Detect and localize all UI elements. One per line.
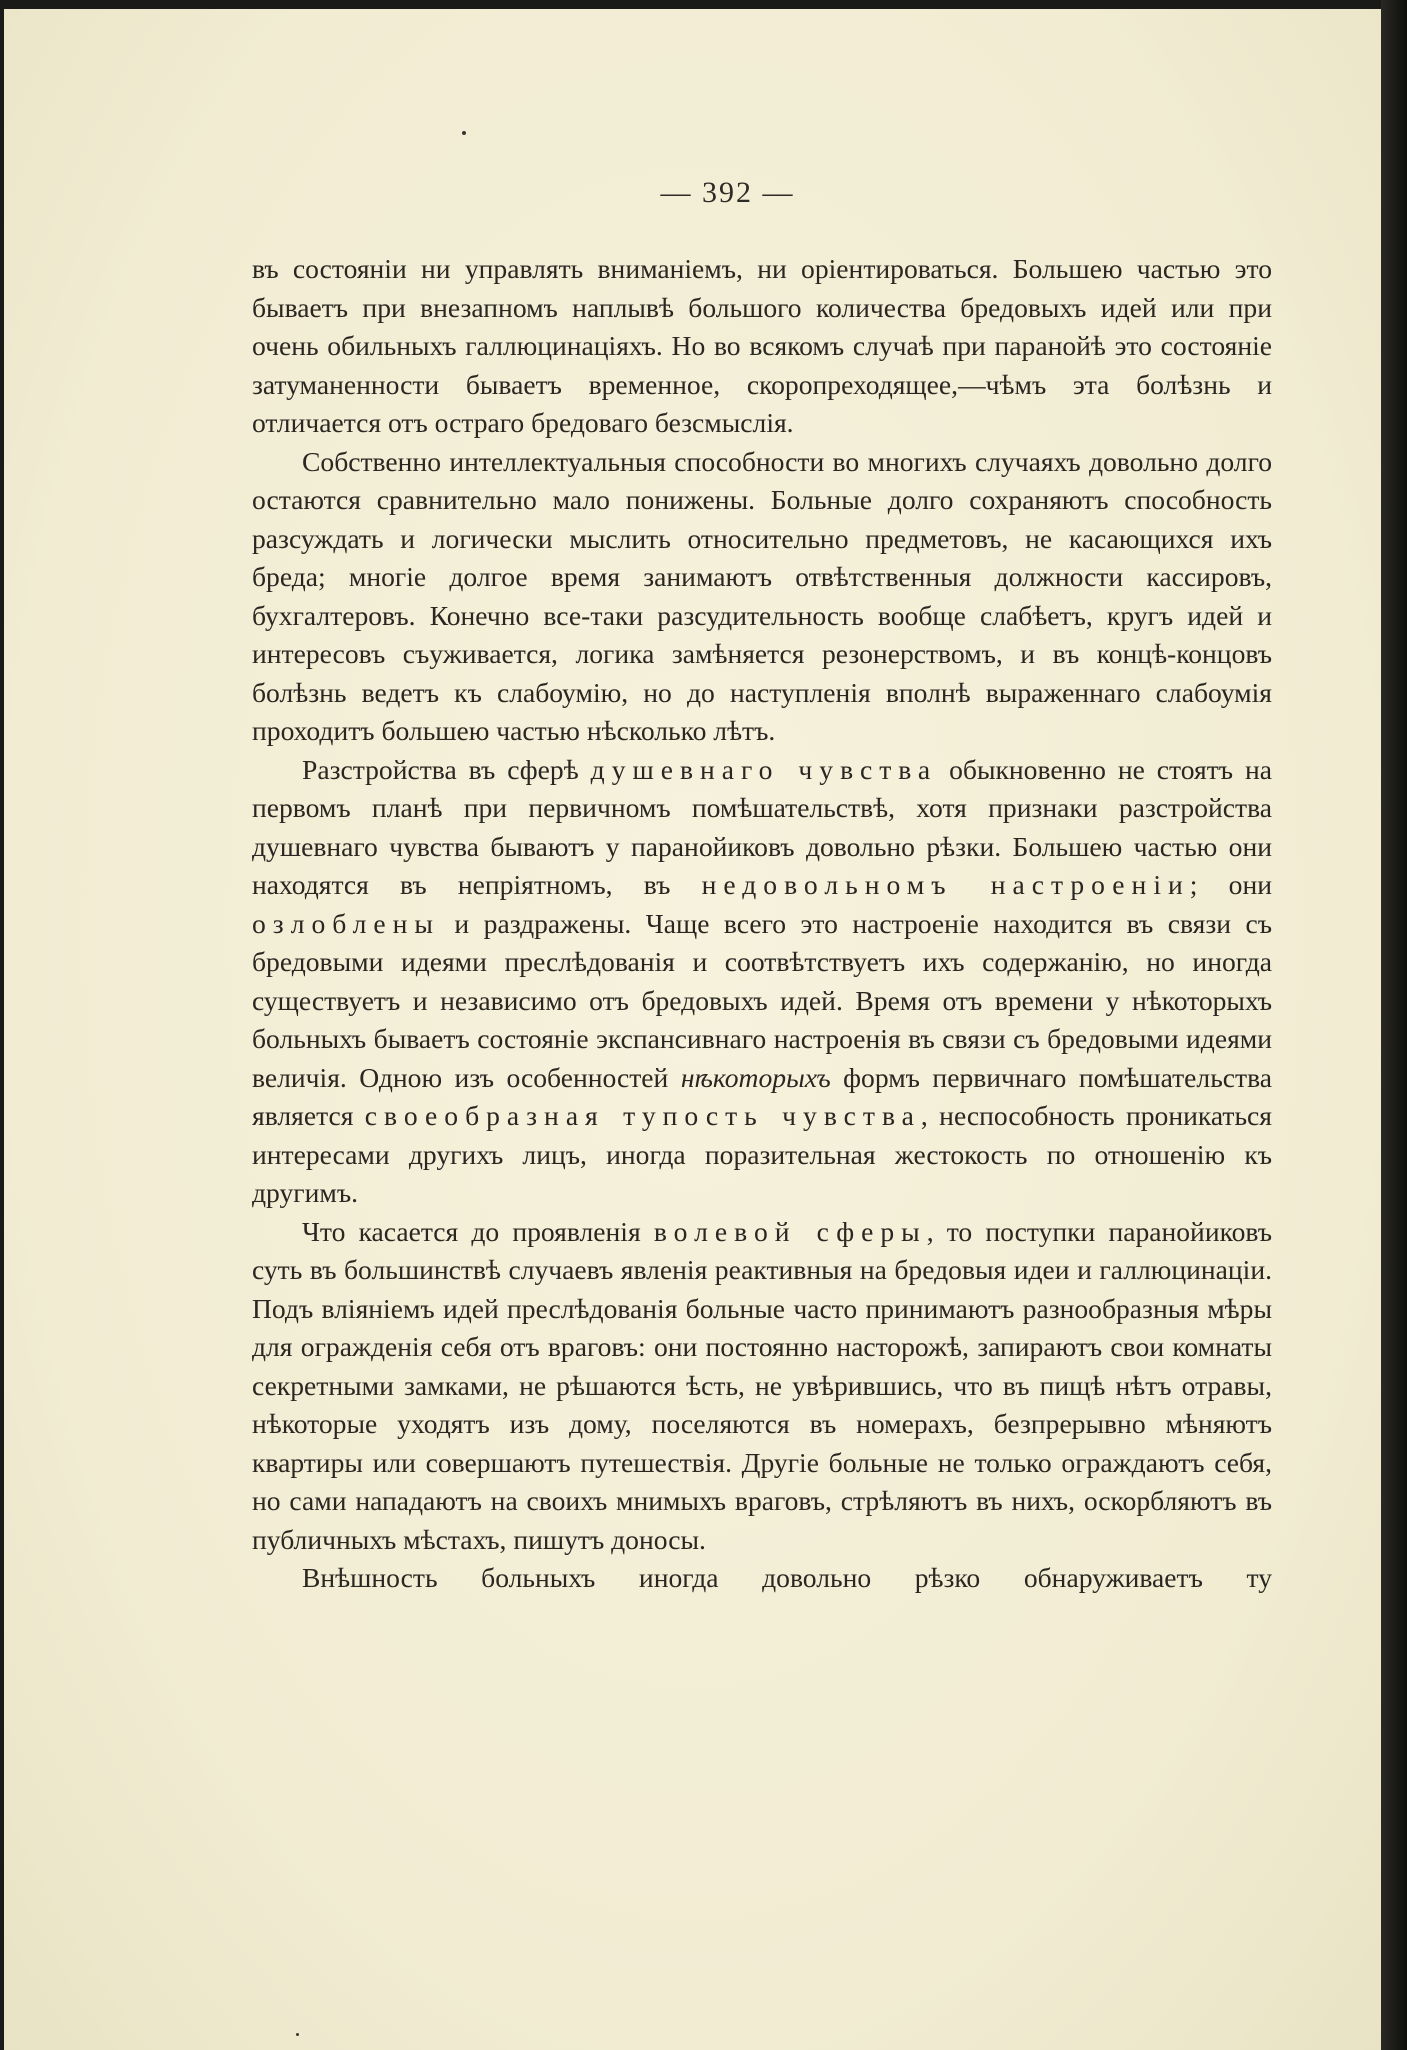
- page-binding-shadow: [1381, 0, 1407, 2050]
- text-run: , неспособность проникаться интересами другихъ лицъ, иногда поразительная жестокость по отношенію къ другимъ.: [252, 1100, 1272, 1208]
- paper-speck: [462, 131, 466, 135]
- text-run: и раздражены. Чаще всего это настроеніе находится въ связи съ бредовыми идеями преслѣдованія и соотвѣтствуетъ ихъ содержанію, но иногда существуетъ и независимо отъ бредовыхъ идей. Время отъ времени у нѣкоторыхъ больныхъ бываетъ состояніе экспансивнаго настроенія въ связи съ бредовыми идеями величія. Одною изъ особенностей: [252, 907, 1272, 1093]
- paragraph-p3: [252, 751, 1272, 1213]
- paragraph-p4: [252, 1213, 1272, 1560]
- emphasis-spaced: душевнаго чувства: [590, 753, 938, 785]
- emphasis-spaced: недовольномъ настроеніи: [701, 869, 1190, 900]
- paragraph-p1: [252, 250, 1272, 443]
- text-run: Внѣшность больныхъ иногда довольно рѣзко обнаруживаетъ ту: [302, 1562, 1272, 1593]
- paragraph-p5: [252, 1559, 1272, 1598]
- text-run: обыкновенно не стоятъ на первомъ планѣ при первичномъ помѣшательствѣ, хотя признаки разстройства душевнаго чувства бываютъ у паранойиковъ довольно рѣзки. Большею частью они находятся въ непріятномъ, въ: [252, 753, 1272, 900]
- text-run: формъ первичнаго помѣшательства является: [252, 1061, 1272, 1131]
- body-text: [252, 250, 1272, 1598]
- text-run: Что касается до проявленія: [302, 1215, 654, 1247]
- text-run: Разстройства въ сферѣ: [302, 753, 591, 785]
- emphasis-italic: нѣкоторыхъ: [680, 1061, 831, 1093]
- text-run: Собственно интеллектуальныя способности во многихъ случаяхъ довольно долго остаются сравнительно мало понижены. Больные долго сохраняютъ способность разсуждать и логически мыслить относительно предметовъ, не касающихся ихъ бреда; многіе долгое время занимаютъ отвѣтственныя должности кассировъ, бухгалтеровъ. Конечно все-таки разсудительность вообще слабѣетъ, кругъ идей и интересовъ съуживается, логика замѣняется резонерствомъ, и въ концѣ-концовъ болѣзнь ведетъ къ слабоумію, но до наступленія вполнѣ выраженнаго слабоумія проходитъ большею частью нѣсколько лѣтъ.: [252, 445, 1272, 746]
- emphasis-spaced: своеобразная тупость чувства: [364, 1100, 921, 1131]
- text-run: въ состояніи ни управлять вниманіемъ, ни оріентироваться. Большею частью это бываетъ при внезапномъ наплывѣ большого количества бредовыхъ идей или при очень обильныхъ галлюцинаціяхъ. Но во всякомъ случаѣ при паранойѣ это состояніе затуманенности бываетъ временное, скоропреходящее,—чѣмъ эта болѣзнь и отличается отъ остраго бредоваго безсмыслія.: [252, 253, 1272, 438]
- emphasis-spaced: озлоблены: [252, 907, 440, 939]
- paragraph-p2: [252, 443, 1272, 751]
- page-number: — 392 —: [660, 176, 795, 209]
- text-run: ; они: [1189, 869, 1272, 900]
- text-run: , то поступки паранойиковъ суть въ большинствѣ случаевъ явленія реактивныя на бредовыя идеи и галлюцинаціи. Подъ вліяніемъ идей преслѣдованія больные часто принимаютъ разнообразныя мѣры для огражденія себя отъ враговъ: они постоянно насторожѣ, запираютъ свои комнаты секретными замками, не рѣшаются ѣсть, не увѣрившись, что въ пищѣ нѣтъ отравы, нѣкоторые уходятъ изъ дому, поселяются въ номерахъ, безпрерывно мѣняютъ квартиры или совершаютъ путешествія. Другіе больные не только ограждаютъ себя, но сами нападаютъ на своихъ мнимыхъ враговъ, стрѣляютъ въ нихъ, оскорбляютъ въ публичныхъ мѣстахъ, пишутъ доносы.: [252, 1215, 1273, 1555]
- paper-speck: [296, 2033, 299, 2036]
- emphasis-spaced: волевой сферы: [653, 1215, 927, 1247]
